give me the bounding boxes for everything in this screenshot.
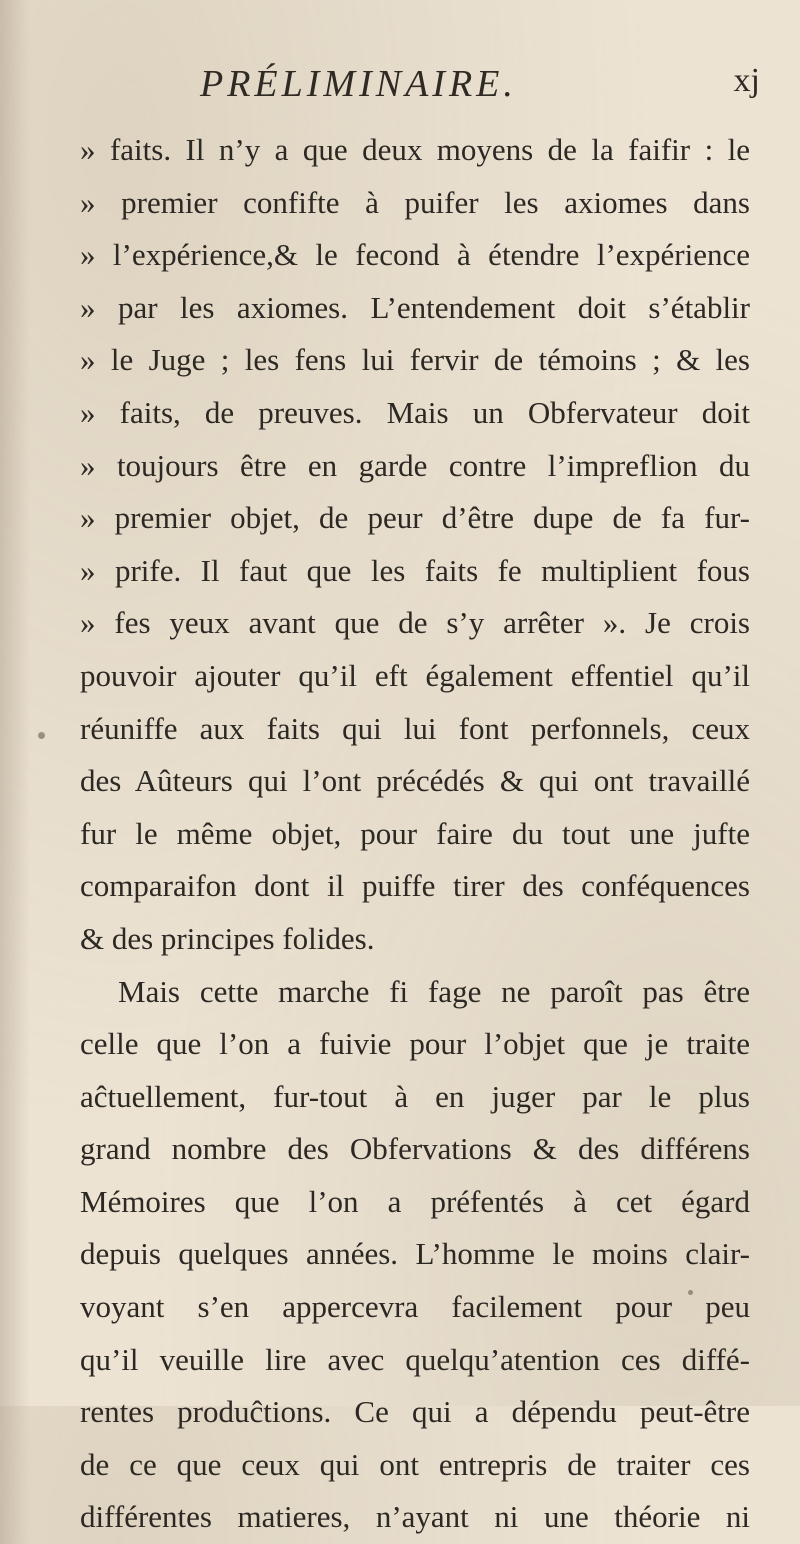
text-line: aĉtuellement, fur-tout à en juger par le plus [80, 1078, 750, 1114]
paper-speck [38, 732, 45, 739]
running-head: PRÉLIMINAIRE. [200, 63, 517, 105]
body-text [80, 124, 750, 1544]
text-line: celle que l’on a fuivie pour l’objet que je traite [80, 1026, 750, 1062]
text-line: rentes produĉtions. Ce qui a dépendu peut-être [80, 1394, 750, 1430]
text-line: » toujours être en garde contre l’impreflion du [80, 447, 750, 483]
text-line: » premier objet, de peur d’être dupe de fa fur- [80, 500, 750, 536]
text-line: » faits. Il n’y a que deux moyens de la faifir : le [80, 132, 750, 167]
text-line: » faits, de preuves. Mais un Obfervateur doit [80, 394, 750, 430]
text-line: » l’expérience,& le fecond à étendre l’expérience [80, 237, 750, 273]
text-line: grand nombre des Obfervations & des différens [80, 1131, 750, 1167]
text-line: qu’il veuille lire avec quelqu’atention ces diffé- [80, 1341, 750, 1377]
text-line: » le Juge ; les fens lui fervir de témoins ; & les [80, 342, 750, 378]
paper-speck [688, 1290, 693, 1295]
text-line: différentes matieres, n’ayant ni une théorie ni [80, 1499, 750, 1535]
text-line: pouvoir ajouter qu’il eft également effentiel qu’il [80, 657, 750, 693]
text-line: & des principes folides. [80, 920, 375, 956]
text-line: » prife. Il faut que les faits fe multiplient fous [80, 552, 750, 588]
text-line: réuniffe aux faits qui lui font perfonnels, ceux [80, 710, 750, 746]
text-line: de ce que ceux qui ont entrepris de traiter ces [80, 1446, 750, 1482]
text-line: des Aûteurs qui l’ont précédés & qui ont travaillé [80, 763, 750, 799]
text-line: fur le même objet, pour faire du tout une jufte [80, 815, 750, 851]
paragraph-first-line: Mais cette marche fi fage ne paroît pas être [118, 973, 750, 1009]
page-header [200, 62, 760, 118]
text-line: comparaifon dont il puiffe tirer des conféquences [80, 868, 750, 904]
text-line: » fes yeux avant que de s’y arrêter ». Je crois [80, 605, 750, 641]
text-line: » par les axiomes. L’entendement doit s’établir [80, 289, 750, 325]
text-line: » premier confifte à puifer les axiomes dans [80, 184, 750, 220]
text-line: Mémoires que l’on a préfentés à cet égard [80, 1183, 750, 1219]
text-line: depuis quelques années. L’homme le moins clair- [80, 1236, 750, 1272]
text-line: voyant s’en appercevra facilement pour peu [80, 1289, 750, 1325]
page-number: xj [733, 62, 760, 99]
